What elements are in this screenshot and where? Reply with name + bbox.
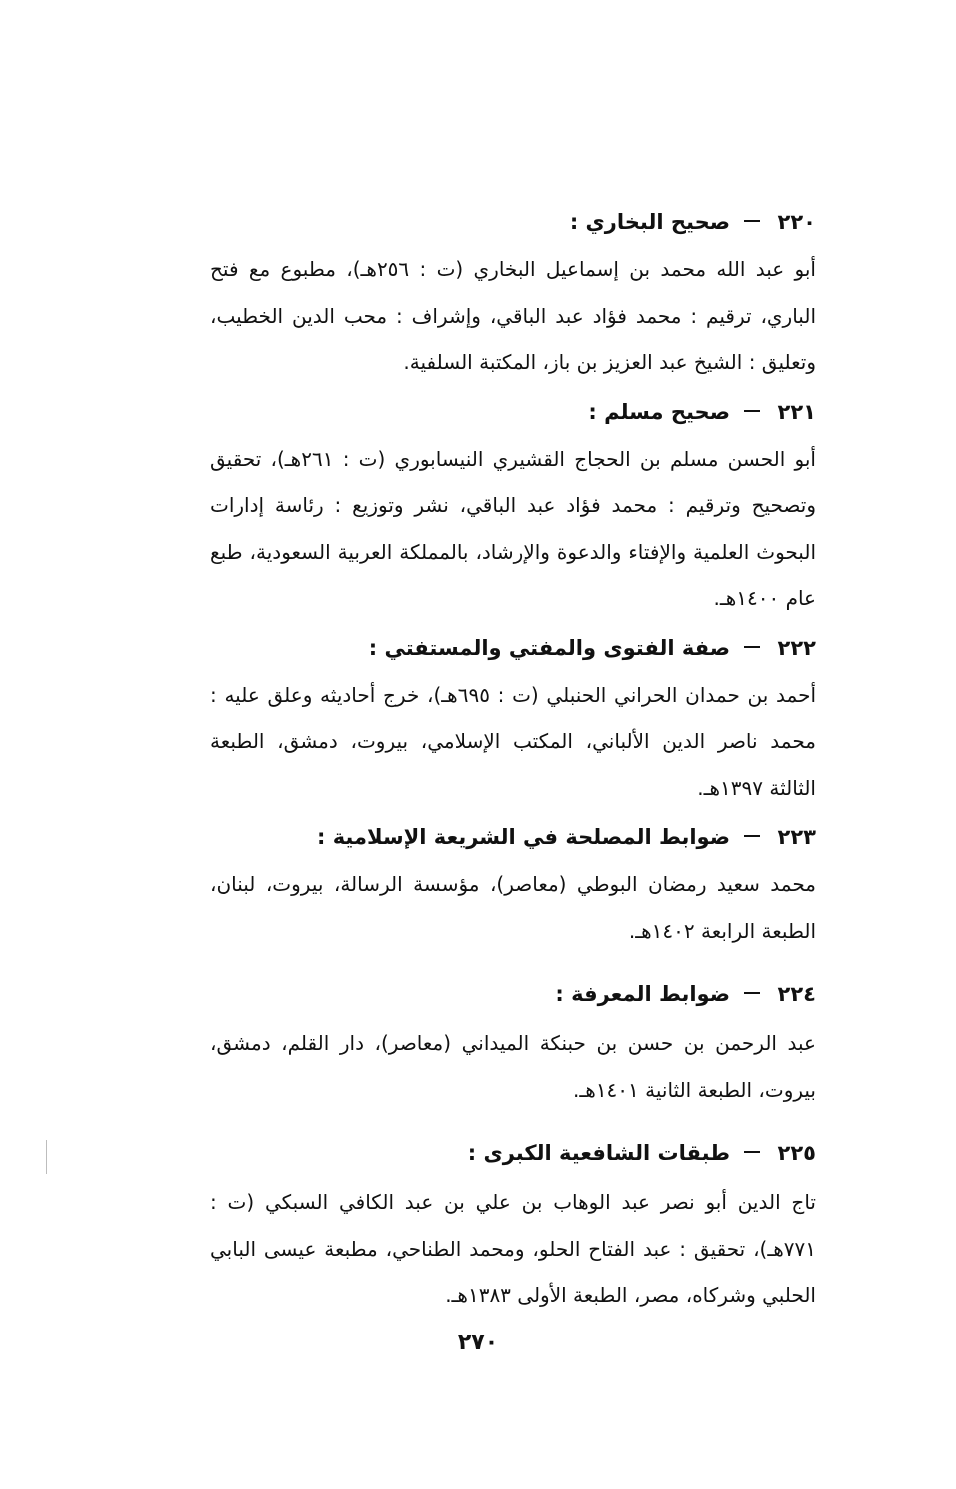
bibliography-entry: [210, 198, 816, 388]
entry-dash: [744, 992, 760, 994]
bibliography-entry: [210, 624, 816, 814]
entry-heading: [210, 1127, 816, 1179]
entry-dash: [744, 646, 760, 648]
entry-heading: [210, 198, 816, 246]
entry-heading: [210, 968, 816, 1020]
entry-dash: [744, 220, 760, 222]
entry-body: عبد الرحمن بن حسن بن حبنكة الميداني (معاصر)، دار القلم، دمشق، بيروت، الطبعة الثانية ١٤٠١هـ.: [210, 1031, 816, 1102]
entry-number: ٢٢٣: [777, 825, 816, 849]
entry-dash: [744, 410, 760, 412]
entry-number: ٢٢٠: [777, 210, 816, 234]
entry-body: أحمد بن حمدان الحراني الحنبلي (ت : ٦٩٥هـ)، خرج أحاديثه وعلق عليه : محمد ناصر الدين الألباني، المكتب الإسلامي، بيروت، دمشق، الطبعة الثالثة ١٣٩٧هـ.: [210, 682, 817, 800]
entry-body: تاج الدين أبو نصر عبد الوهاب بن علي بن عبد الكافي السبكي (ت : ٧٧١هـ)، تحقيق : عبد الفتاح الحلو، ومحمد الطناحي، مطبعة عيسى البابي الحلبي وشركاه، مصر، الطبعة الأولى ١٣٨٣هـ.: [210, 1190, 816, 1307]
page-number: ٢٧٠: [457, 1330, 499, 1355]
entry-body: محمد سعيد رمضان البوطي (معاصر)، مؤسسة الرسالة، بيروت، لبنان، الطبعة الرابعة ١٤٠٢هـ.: [210, 872, 816, 943]
bibliography-entry: [210, 813, 816, 968]
entry-heading: [210, 388, 816, 436]
entry-number: ٢٢١: [777, 399, 816, 424]
bibliography-list: [210, 198, 816, 1321]
entry-number: ٢٢٢: [777, 635, 816, 660]
entry-number: ٢٢٤: [777, 982, 816, 1006]
bibliography-entry: [210, 388, 816, 624]
bibliography-entry: [210, 968, 816, 1127]
scan-edge-mark: [46, 1140, 47, 1174]
entry-heading: [210, 813, 816, 861]
entry-number: ٢٢٥: [777, 1141, 816, 1165]
entry-heading: [210, 624, 816, 672]
entry-title: صحيح مسلم :: [588, 399, 730, 424]
entry-title: صفة الفتوى والمفتي والمستفتي :: [368, 635, 730, 660]
bibliography-entry: [210, 1127, 816, 1321]
entry-body: أبو عبد الله محمد بن إسماعيل البخاري (ت : ٢٥٦هـ)، مطبوع مع فتح الباري، ترقيم : محمد فؤاد عبد الباقي، وإشراف : محب الدين الخطيب، وتعليق : الشيخ عبد العزيز بن باز، المكتبة السلفية.: [210, 257, 816, 374]
entry-title: ضوابط المصلحة في الشريعة الإسلامية :: [316, 825, 730, 849]
entry-title: طبقات الشافعية الكبرى :: [467, 1141, 730, 1165]
entry-title: ضوابط المعرفة :: [555, 982, 730, 1006]
entry-title: صحيح البخاري :: [569, 210, 730, 234]
entry-body: أبو الحسن مسلم بن الحجاج القشيري النيسابوري (ت : ٢٦١هـ)، تحقيق وتصحيح وترقيم : محمد فؤاد عبد الباقي، نشر وتوزيع : رئاسة إدارات البحوث العلمية والإفتاء والدعوة والإرشاد، بالمملكة العربية السعودية، طبع عام ١٤٠٠هـ.: [210, 446, 816, 610]
entry-dash: [744, 835, 760, 837]
entry-dash: [744, 1151, 760, 1153]
